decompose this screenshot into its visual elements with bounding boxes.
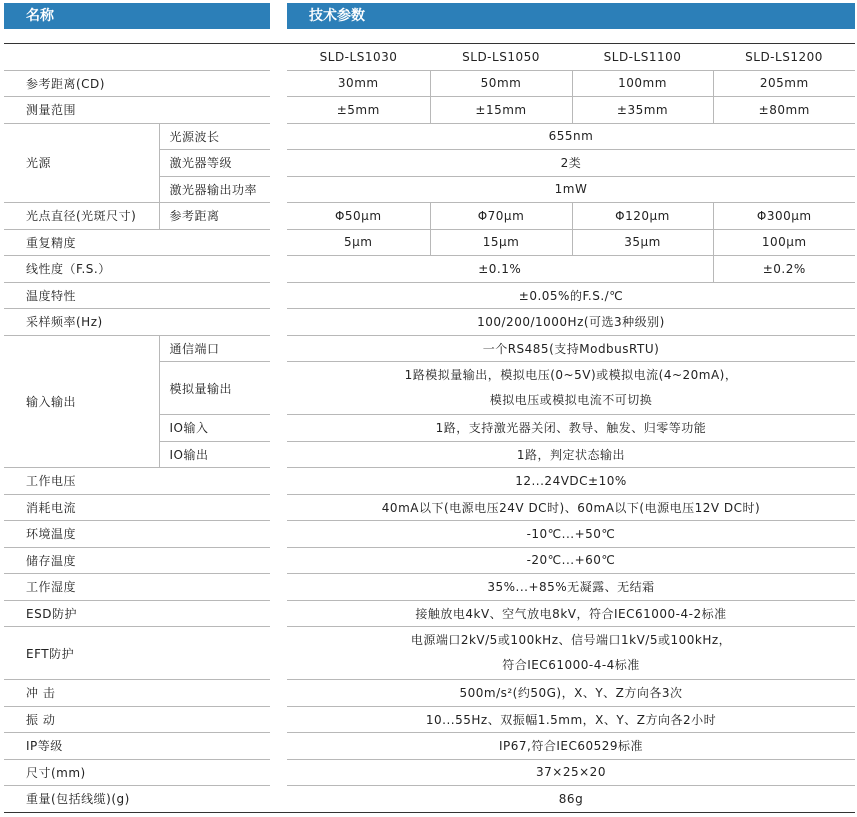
cell-value: ±5mm (287, 97, 430, 124)
cell-value: Φ70μm (430, 203, 572, 230)
cell-value: 50mm (430, 70, 572, 97)
cell-value: ±0.1% (287, 256, 713, 283)
row-label: 冲 击 (4, 680, 270, 707)
table-row-spot (4, 203, 855, 230)
row-label: ESD防护 (4, 600, 270, 627)
cell-value: ±0.2% (713, 256, 855, 283)
cell-value: 接触放电4kV、空气放电8kV，符合IEC61000-4-2标准 (287, 600, 855, 627)
row-label: 消耗电流 (4, 494, 270, 521)
eft-line-2: 符合IEC61000-4-4标准 (502, 658, 640, 672)
row-sublabel: 光源波长 (159, 123, 270, 150)
row-label: 光点直径(光斑尺寸) (4, 203, 159, 230)
row-label: 重复精度 (4, 229, 270, 256)
cell-value: 30mm (287, 70, 430, 97)
table-row-range (4, 97, 855, 124)
row-label: 尺寸(mm) (4, 759, 270, 786)
model-1200: SLD-LS1200 (713, 44, 855, 71)
row-sublabel: 参考距离 (159, 203, 270, 230)
row-label: 线性度（F.S.） (4, 256, 270, 283)
cell-value: 10...55Hz、双振幅1.5mm，X、Y、Z方向各2小时 (287, 706, 855, 733)
cell-value: 5μm (287, 229, 430, 256)
row-label: 环境温度 (4, 521, 270, 548)
model-1050: SLD-LS1050 (430, 44, 572, 71)
row-sublabel: 通信端口 (159, 335, 270, 362)
row-label: IP等级 (4, 733, 270, 760)
cell-value: Φ50μm (287, 203, 430, 230)
empty-cell (4, 44, 270, 71)
row-label: 测量范围 (4, 97, 270, 124)
cell-value: 100mm (572, 70, 713, 97)
row-label: 振 动 (4, 706, 270, 733)
cell-value: 100μm (713, 229, 855, 256)
spec-table (4, 43, 855, 813)
cell-value: 500m/s²(约50G)，X、Y、Z方向各3次 (287, 680, 855, 707)
row-sublabel: 模拟量输出 (159, 362, 270, 415)
cell-value: 35%...+85%无凝露、无结霜 (287, 574, 855, 601)
table-row-models (4, 44, 855, 71)
cell-value: 15μm (430, 229, 572, 256)
cell-value: ±35mm (572, 97, 713, 124)
table-row-ip (4, 733, 855, 760)
cell-value: 40mA以下(电源电压24V DC时)、60mA以下(电源电压12V DC时) (287, 494, 855, 521)
table-row-storage-temp (4, 547, 855, 574)
cell-value: -10℃...+50℃ (287, 521, 855, 548)
table-row-weight (4, 786, 855, 813)
row-sublabel: IO输出 (159, 441, 270, 468)
table-row-cd (4, 70, 855, 97)
table-row-vibration (4, 706, 855, 733)
table-row-voltage (4, 468, 855, 495)
row-label: 光源 (4, 123, 159, 203)
analog-line-1: 1路模拟量输出，模拟电压(0~5V)或模拟电流(4~20mA)， (404, 368, 738, 382)
cell-value: Φ300μm (713, 203, 855, 230)
table-row-esd (4, 600, 855, 627)
cell-value: Φ120μm (572, 203, 713, 230)
cell-value: IP67,符合IEC60529标准 (287, 733, 855, 760)
header-name: 名称 (4, 3, 270, 29)
row-label: EFT防护 (4, 627, 270, 680)
row-label: 工作湿度 (4, 574, 270, 601)
cell-value: 86g (287, 786, 855, 813)
row-label: 参考距离(CD) (4, 70, 270, 97)
table-row-humidity (4, 574, 855, 601)
table-row-light-wavelength (4, 123, 855, 150)
row-label: 温度特性 (4, 282, 270, 309)
cell-value: 205mm (713, 70, 855, 97)
analog-line-2: 模拟电压或模拟电流不可切换 (489, 393, 653, 407)
table-row-shock (4, 680, 855, 707)
cell-value: 1路，支持激光器关闭、教导、触发、归零等功能 (287, 415, 855, 442)
row-sublabel: 激光器输出功率 (159, 176, 270, 203)
cell-value: 1mW (287, 176, 855, 203)
cell-value: 655nm (287, 123, 855, 150)
cell-value: ±0.05%的F.S./℃ (287, 282, 855, 309)
table-row-eft (4, 627, 855, 680)
cell-value (287, 362, 855, 415)
table-row-env-temp (4, 521, 855, 548)
cell-value: 1路，判定状态输出 (287, 441, 855, 468)
cell-value: ±15mm (430, 97, 572, 124)
row-sublabel: 激光器等级 (159, 150, 270, 177)
cell-value (287, 627, 855, 680)
cell-value: 35μm (572, 229, 713, 256)
table-row-size (4, 759, 855, 786)
table-row-current (4, 494, 855, 521)
cell-value: -20℃...+60℃ (287, 547, 855, 574)
row-label: 工作电压 (4, 468, 270, 495)
table-row-io-comm (4, 335, 855, 362)
table-row-temp-char (4, 282, 855, 309)
cell-value: 100/200/1000Hz(可选3种级别) (287, 309, 855, 336)
row-label: 重量(包括线缆)(g) (4, 786, 270, 813)
cell-value: 2类 (287, 150, 855, 177)
cell-value: 37×25×20 (287, 759, 855, 786)
row-label: 储存温度 (4, 547, 270, 574)
table-row-linearity (4, 256, 855, 283)
row-label: 采样频率(Hz) (4, 309, 270, 336)
cell-value: ±80mm (713, 97, 855, 124)
model-1030: SLD-LS1030 (287, 44, 430, 71)
cell-value: 一个RS485(支持ModbusRTU) (287, 335, 855, 362)
row-sublabel: IO输入 (159, 415, 270, 442)
model-1100: SLD-LS1100 (572, 44, 713, 71)
cell-value: 12...24VDC±10% (287, 468, 855, 495)
table-row-sampling (4, 309, 855, 336)
row-label: 输入输出 (4, 335, 159, 468)
header-tech-params: 技术参数 (287, 3, 855, 29)
table-row-repeat (4, 229, 855, 256)
eft-line-1: 电源端口2kV/5或100kHz、信号端口1kV/5或100kHz， (410, 633, 732, 647)
